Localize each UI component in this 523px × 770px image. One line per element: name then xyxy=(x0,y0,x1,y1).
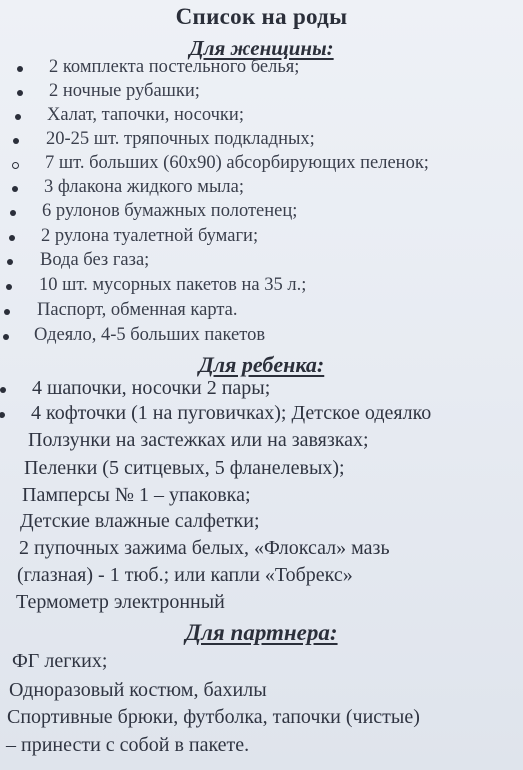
bullet-icon xyxy=(9,235,15,241)
list-item: Паспорт, обменная карта. xyxy=(37,300,238,320)
list-item: 2 комплекта постельного белья; xyxy=(49,57,300,77)
list-item: 4 шапочки, носочки 2 пары; xyxy=(32,377,271,399)
list-item: Пеленки (5 ситцевых, 5 фланелевых); xyxy=(24,457,345,479)
list-item: ФГ легких; xyxy=(12,650,108,672)
list-item: Одеяло, 4-5 больших пакетов xyxy=(34,325,266,345)
list-item: – принести с собой в пакете. xyxy=(6,734,250,756)
section-heading-child: Для ребенка: xyxy=(198,352,325,377)
list-item: 4 кофточки (1 на пуговичках); Детское одеялко xyxy=(31,402,432,424)
list-item: 3 флакона жидкого мыла; xyxy=(44,177,244,197)
list-item: (глазная) - 1 тюб.; или капли «Тобрекс» xyxy=(17,564,353,586)
list-item: 10 шт. мусорных пакетов на 35 л.; xyxy=(39,275,307,295)
bullet-icon xyxy=(17,90,23,96)
list-item: Памперсы № 1 – упаковка; xyxy=(22,484,251,506)
document-title: Список на роды xyxy=(175,4,348,29)
bullet-icon xyxy=(17,66,23,72)
bullet-icon xyxy=(13,138,19,144)
bullet-icon xyxy=(0,412,5,418)
bullet-icon xyxy=(3,334,9,340)
list-item: 20-25 шт. тряпочных подкладных; xyxy=(46,129,315,149)
bullet-icon xyxy=(4,309,10,315)
list-item: Спортивные брюки, футболка, тапочки (чистые) xyxy=(7,706,420,728)
bullet-icon xyxy=(10,210,16,216)
list-item: Вода без газа; xyxy=(40,250,150,270)
list-item: 6 рулонов бумажных полотенец; xyxy=(42,201,298,221)
bullet-icon xyxy=(0,387,6,393)
bullet-icon xyxy=(12,186,18,192)
bullet-icon xyxy=(15,114,21,120)
list-item: Халат, тапочки, носочки; xyxy=(47,105,244,125)
list-item: Ползунки на застежках или на завязках; xyxy=(28,429,369,451)
list-item: 2 пупочных зажима белых, «Флоксал» мазь xyxy=(19,537,390,559)
list-item: Термометр электронный xyxy=(16,591,225,613)
list-item: 7 шт. больших (60х90) абсорбирующих пеленок; xyxy=(45,153,429,173)
list-item: Детские влажные салфетки; xyxy=(20,510,260,532)
list-item: Одноразовый костюм, бахилы xyxy=(9,679,267,701)
section-heading-partner: Для партнера: xyxy=(185,620,338,645)
section-heading-women: Для женщины: xyxy=(189,36,334,60)
bullet-icon xyxy=(6,284,12,290)
list-item: 2 рулона туалетной бумаги; xyxy=(41,226,259,246)
list-item: 2 ночные рубашки; xyxy=(49,81,200,101)
bullet-icon xyxy=(12,162,19,169)
bullet-icon xyxy=(7,259,13,265)
